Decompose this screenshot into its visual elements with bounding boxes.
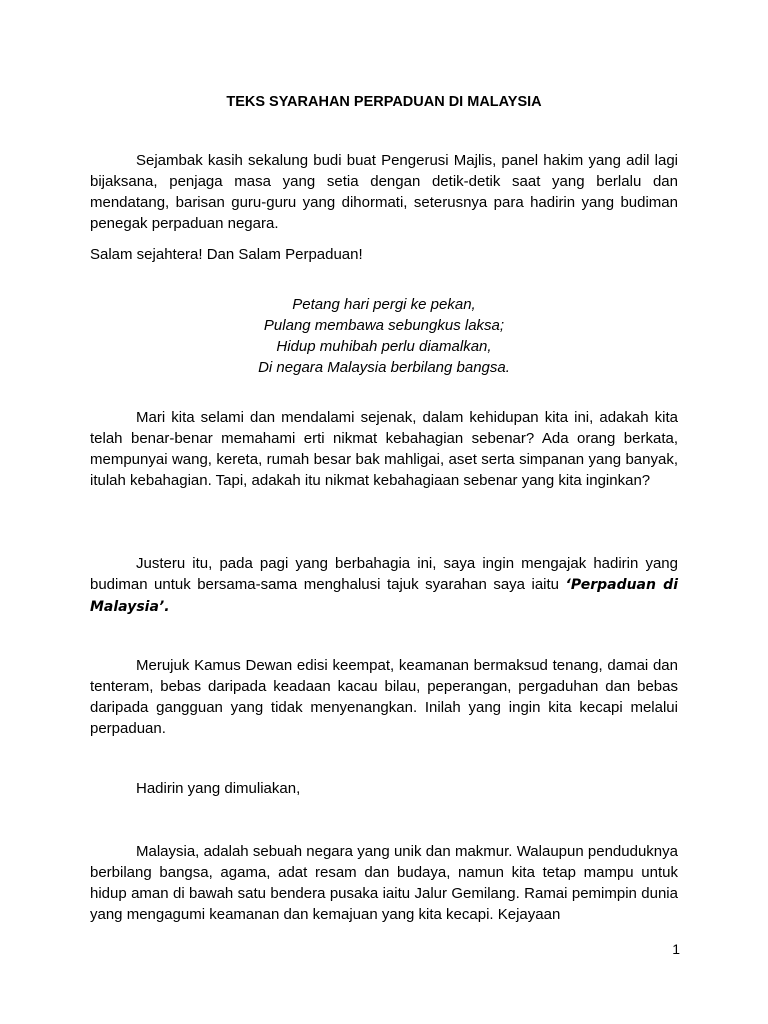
opening-paragraph: Sejambak kasih sekalung budi buat Pengerusi Majlis, panel hakim yang adil lagi bijaksana, penjaga masa yang setia dengan detik-detik saat yang berlalu dan mendatang, barisan guru-guru yang dihormati, seterusnya para hadirin yang budiman penegak perpaduan negara. xyxy=(90,152,678,232)
document-title: TEKS SYARAHAN PERPADUAN DI MALAYSIA xyxy=(226,94,542,110)
speech-topic: ‘Perpaduan di Malaysia’. xyxy=(90,577,678,615)
pantun-poem xyxy=(0,294,768,378)
page-number: 1 xyxy=(672,941,680,957)
poem-line: Di negara Malaysia berbilang bangsa. xyxy=(258,359,510,376)
reflection-paragraph: Mari kita selami dan mendalami sejenak, dalam kehidupan kita ini, adakah kita telah benar-benar memahami erti nikmat kebahagian sebenar? Ada orang berkata, mempunyai wang, kereta, rumah besar bak mahligai, aset serta simpanan yang banyak, itulah kebahagian. Tapi, adakah itu nikmat kebahagiaan sebenar yang kita inginkan? xyxy=(90,409,678,489)
greeting-line: Salam sejahtera! Dan Salam Perpaduan! xyxy=(90,246,363,263)
poem-line: Petang hari pergi ke pekan, xyxy=(292,296,476,313)
poem-line: Hidup muhibah perlu diamalkan, xyxy=(276,338,492,355)
poem-line: Pulang membawa sebungkus laksa; xyxy=(263,317,505,334)
topic-paragraph xyxy=(90,553,678,618)
malaysia-paragraph: Malaysia, adalah sebuah negara yang unik dan makmur. Walaupun penduduknya berbilang bangsa, agama, adat resam dan budaya, namun kita tetap mampu untuk hidup aman di bawah satu bendera pusaka iaitu Jalur Gemilang. Ramai pemimpin dunia yang mengagumi keamanan dan kemajuan yang kita kecapi. Kejayaan xyxy=(90,843,678,923)
definition-paragraph: Merujuk Kamus Dewan edisi keempat, keamanan bermaksud tenang, damai dan tenteram, bebas daripada keadaan kacau bilau, peperangan, pergaduhan dan bebas daripada gangguan yang tidak menyenangkan. Inilah yang ingin kita kecapi melalui perpaduan. xyxy=(90,657,678,737)
topic-intro-text: Justeru itu, pada pagi yang berbahagia ini, saya ingin mengajak hadirin yang budiman untuk bersama-sama menghalusi tajuk syarahan saya iaitu xyxy=(90,555,678,593)
address-line: Hadirin yang dimuliakan, xyxy=(136,780,301,797)
